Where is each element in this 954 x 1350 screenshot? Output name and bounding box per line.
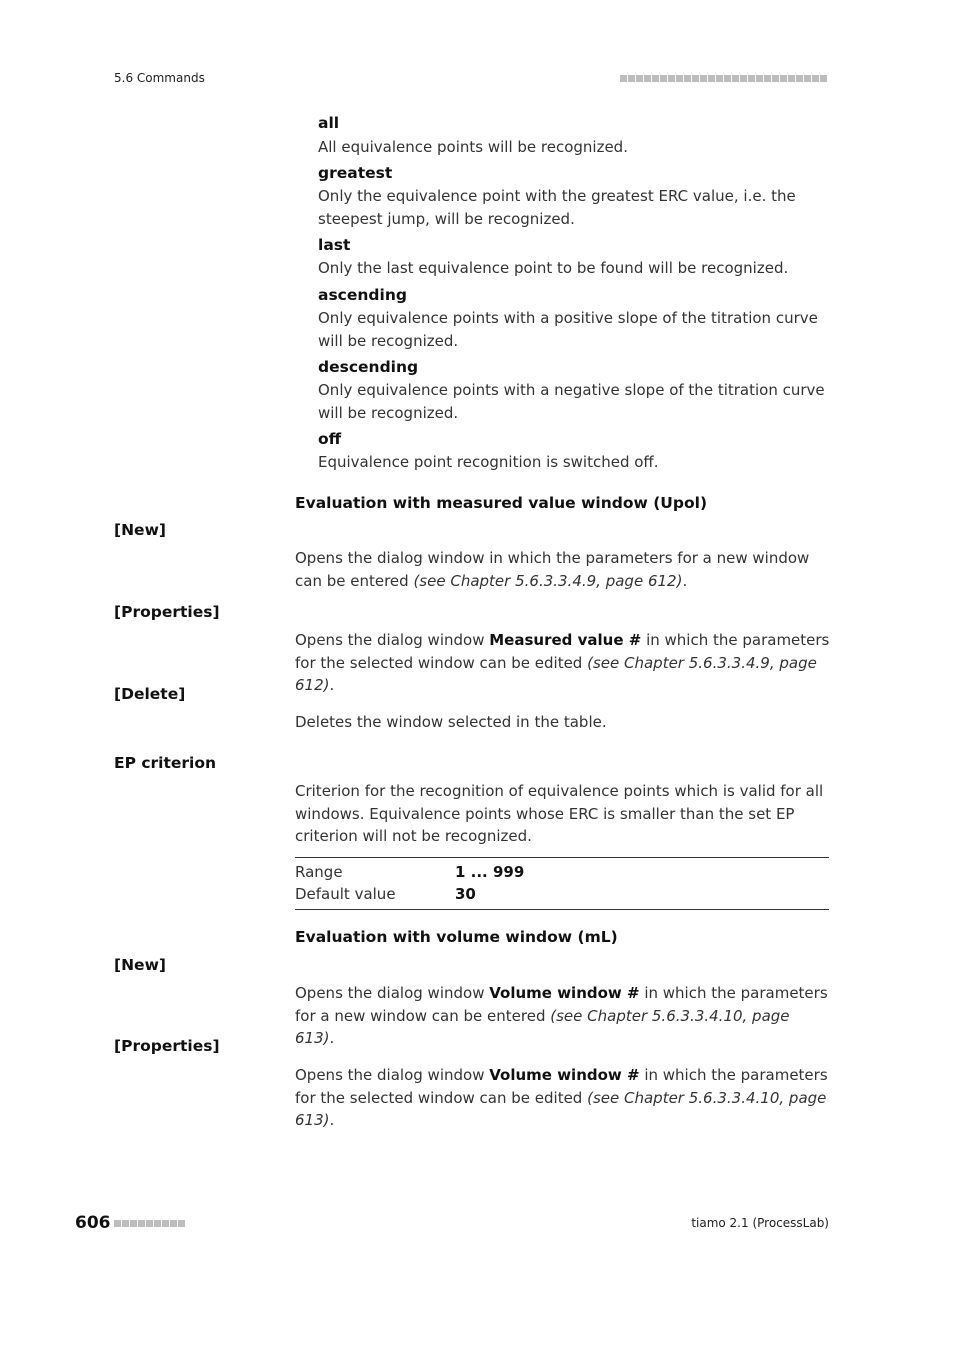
parameter-table [295,857,829,910]
control-label-delete: [Delete] [114,685,186,703]
chapter-reference: (see Chapter 5.6.3.3.4.9, page 612) [413,571,683,590]
definition-description: Only the last equivalence point to be found will be recognized. [318,259,789,277]
new-description: Opens the dialog window in which the parameters for a new window can be entered (see Chapter 5.6.3.3.4.9, page 612). [295,549,810,590]
new-text-post: in which the parameters for a new window can be entered [295,984,828,1025]
chapter-reference: (see Chapter 5.6.3.3.4.10, page 613) [295,1006,790,1047]
table-value-default: 30 [455,885,476,903]
definition-description: Equivalence point recognition is switched off. [318,453,659,471]
definition-description: Only equivalence points with a negative slope of the titration curve will be recognized. [318,381,825,422]
new-description: Opens the dialog window Volume window # in which the parameters for a new window can be entered (see Chapter 5.6.3.3.4.10, page 613). [295,984,828,1047]
dialog-name: Measured value # [489,631,642,649]
definition-description: Only the equivalence point with the greatest ERC value, i.e. the steepest jump, will be recognized. [318,187,796,228]
footer-decoration [114,1220,185,1227]
running-header-section: 5.6 Commands [114,71,205,85]
properties-description: Opens the dialog window Volume window # in which the parameters for the selected window can be edited (see Chapter 5.6.3.3.4.10, page 613). [295,1066,828,1129]
definition-description: Only equivalence points with a positive slope of the titration curve will be recognized. [318,309,818,350]
header-decoration [620,75,827,82]
definition-description: All equivalence points will be recognized. [318,138,628,156]
page-number: 606 [75,1213,111,1233]
definition-term: greatest [318,164,393,182]
ep-criterion-description: Criterion for the recognition of equivalence points which is valid for all windows. Equivalence points whose ERC is smaller than the set EP criterion will not be recognized. [295,782,824,845]
chapter-reference: (see Chapter 5.6.3.3.4.10, page 613) [295,1088,827,1129]
dialog-name: Volume window # [489,1066,640,1084]
table-row [295,883,829,905]
control-label-properties: [Properties] [114,603,220,621]
definition-term: descending [318,358,419,376]
new-text: Opens the dialog window in which the parameters for a new window can be entered [295,549,810,590]
parameter-label-ep-criterion: EP criterion [114,754,217,772]
dialog-name: Volume window # [489,984,640,1002]
table-key-default: Default value [295,885,396,903]
section-heading-volume-window: Evaluation with volume window (mL) [295,928,618,946]
definition-term: off [318,430,342,448]
chapter-reference: (see Chapter 5.6.3.3.4.9, page 612) [295,653,817,694]
control-label-new: [New] [114,521,166,539]
definition-term: ascending [318,286,407,304]
footer-product: tiamo 2.1 (ProcessLab) [691,1216,829,1230]
properties-text-post: in which the parameters for the selected window can be edited [295,631,830,672]
table-row [295,861,829,883]
properties-description: Opens the dialog window Measured value # in which the parameters for the selected window can be edited (see Chapter 5.6.3.3.4.9, page 612). [295,631,830,694]
definition-term: all [318,114,340,132]
new-text-pre: Opens the dialog window [295,984,485,1002]
table-value-range: 1 ... 999 [455,863,525,881]
properties-text-post: in which the parameters for the selected window can be edited [295,1066,828,1107]
section-heading-measured-value-window: Evaluation with measured value window (Upol) [295,494,708,512]
control-label-properties: [Properties] [114,1037,220,1055]
control-label-new: [New] [114,956,166,974]
properties-text-pre: Opens the dialog window [295,631,485,649]
properties-text-pre: Opens the dialog window [295,1066,485,1084]
definition-term: last [318,236,351,254]
delete-description: Deletes the window selected in the table. [295,713,607,731]
table-key-range: Range [295,863,343,881]
